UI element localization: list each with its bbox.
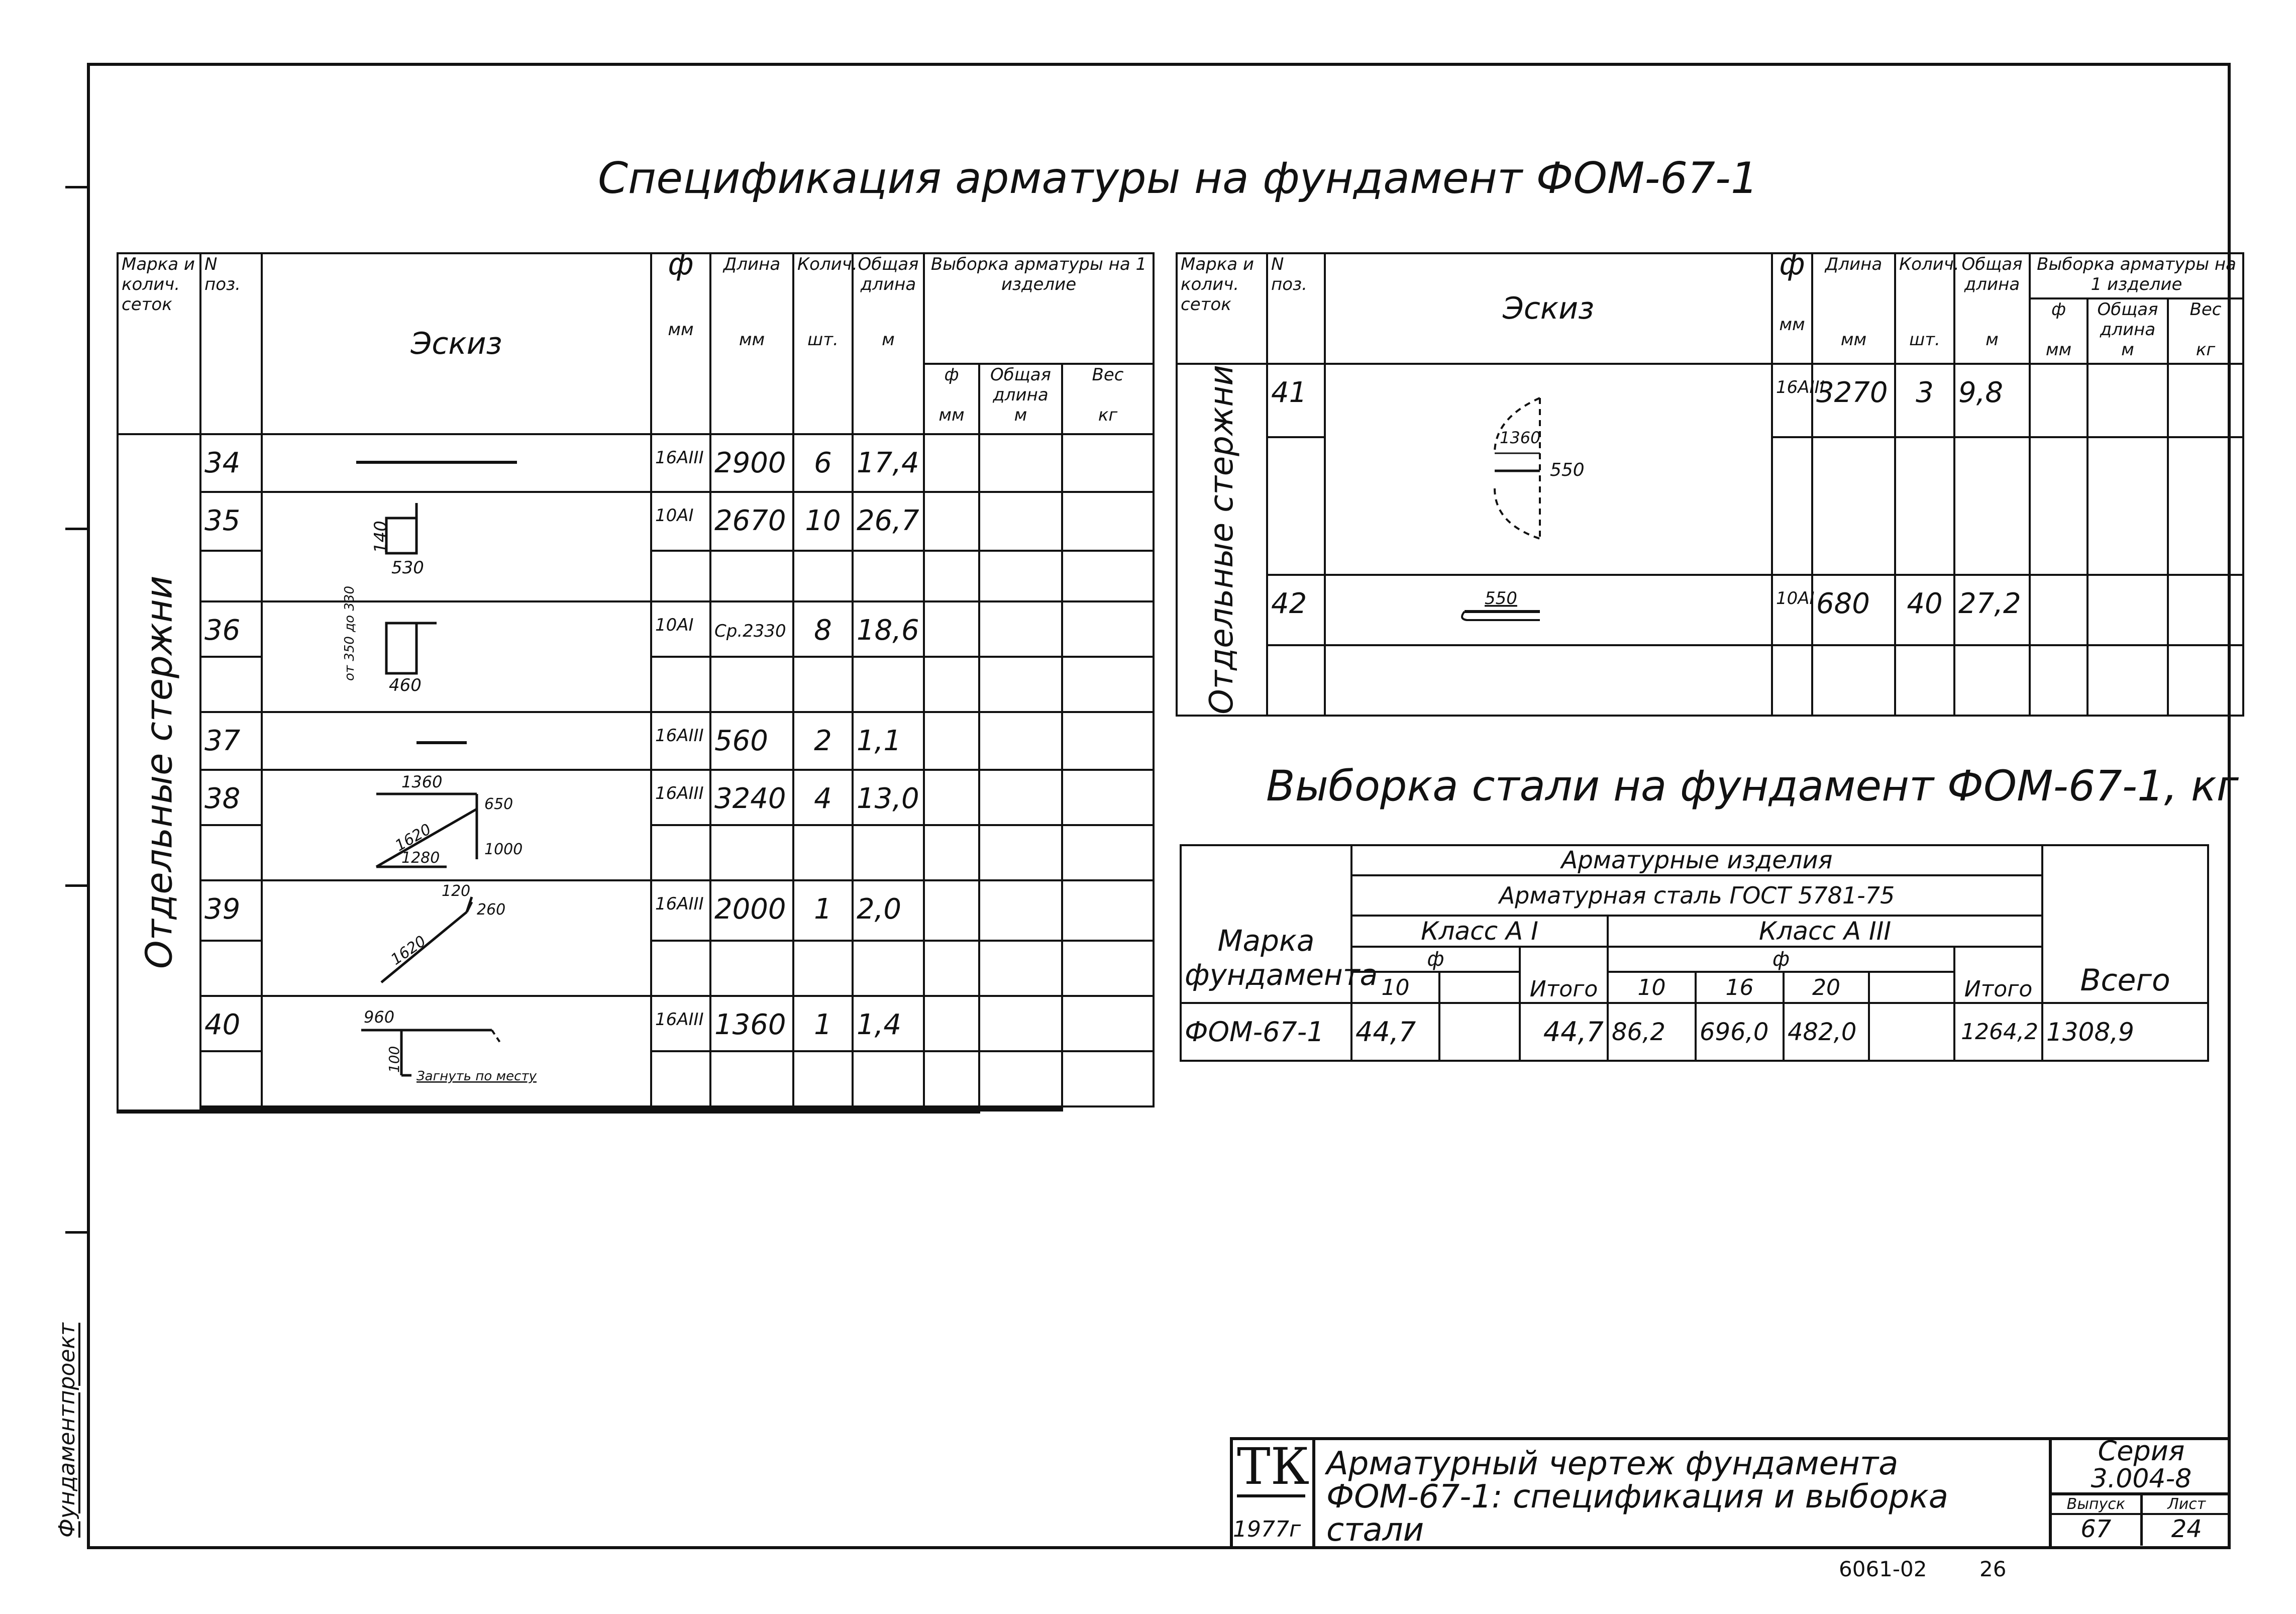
hdr-mark: Марка и колич. сеток [1177, 253, 1267, 364]
phi-cell: 16AIII [651, 880, 710, 941]
mark-cell: ФОМ-67-1 [1181, 1003, 1351, 1061]
hdr-qty: Колич. шт. [1895, 253, 1954, 364]
col-header: 10 [1608, 972, 1696, 1003]
sketch-39 [262, 880, 651, 996]
value-cell: 1264,2 [1954, 1003, 2042, 1061]
value-cell: 1308,9 [2042, 1003, 2208, 1061]
sketch-42 [1325, 575, 1772, 645]
svg-text:550: 550 [1550, 459, 1585, 480]
total-cell: 18,6 [853, 601, 924, 657]
phi-header: ф [1608, 947, 1954, 972]
len-cell: Ср.2330 [710, 601, 793, 657]
hdr-len: Длина мм [710, 253, 793, 434]
logo: ТК [1237, 1439, 1305, 1497]
spec-title: Спецификация арматуры на фундамент ФОМ-67-1 [598, 153, 1758, 204]
steel-header: Арматурная сталь ГОСТ 5781-75 [1351, 875, 2042, 916]
pos-cell: 39 [200, 880, 262, 941]
value-cell: 44,7 [1520, 1003, 1608, 1061]
table-row [118, 434, 1154, 492]
sketch-36 [262, 586, 651, 712]
total-cell: 13,0 [853, 770, 924, 825]
edge-tick [65, 186, 88, 188]
len-cell: 2900 [710, 434, 793, 492]
hdr-pos: N поз. [1267, 253, 1325, 364]
sketch-37 [262, 712, 651, 770]
svg-text:1620: 1620 [387, 932, 430, 969]
value-cell: 44,7 [1351, 1003, 1439, 1061]
table-row [1177, 575, 2243, 645]
pos-cell: 34 [200, 434, 262, 492]
hdr-sel-len: Общая длина м [979, 364, 1062, 434]
total2-header: Итого [1954, 947, 2042, 1003]
total-cell: 27,2 [1954, 575, 2030, 645]
svg-text:530: 530 [391, 558, 424, 578]
grand-header: Всего [2042, 845, 2208, 1003]
phi-cell: 16AIII [651, 712, 710, 770]
value-cell [1439, 1003, 1520, 1061]
svg-text:от 350 до 330: от 350 до 330 [342, 586, 357, 681]
class2-header: Класс А III [1608, 916, 2042, 947]
svg-text:550: 550 [1485, 588, 1517, 609]
qty-cell: 10 [793, 492, 853, 551]
pos-cell: 38 [200, 770, 262, 825]
hdr-phi: ф мм [1772, 253, 1812, 364]
svg-text:100: 100 [386, 1046, 402, 1073]
col-header: 16 [1696, 972, 1784, 1003]
svg-text:650: 650 [484, 795, 513, 813]
sketch-40 [262, 996, 651, 1106]
phi-cell: 16AIII [651, 770, 710, 825]
qty-cell: 2 [793, 712, 853, 770]
hdr-selection: Выборка арматуры на 1 изделие [2030, 253, 2243, 298]
value-cell [1869, 1003, 1954, 1061]
col-header [1439, 972, 1520, 1003]
class1-header: Класс А I [1351, 916, 1608, 947]
len-cell: 3270 [1812, 364, 1895, 437]
year: 1977г [1233, 1517, 1301, 1542]
table-row [118, 880, 1154, 941]
sketch-35 [262, 492, 651, 601]
phi-cell: 10AI [651, 601, 710, 657]
footer-page: 26 [1979, 1557, 2007, 1581]
table-row [1177, 364, 2243, 437]
hdr-selection: Выборка арматуры на 1 изделие [924, 253, 1154, 364]
value-cell: 86,2 [1608, 1003, 1696, 1061]
len-cell: 1360 [710, 996, 793, 1051]
hdr-sketch: Эскиз [262, 253, 651, 434]
table-row [1181, 1003, 2208, 1061]
pos-cell: 37 [200, 712, 262, 770]
hdr-total: Общая длина м [853, 253, 924, 434]
table-row [118, 712, 1154, 770]
len-cell: 560 [710, 712, 793, 770]
total-cell: 1,4 [853, 996, 924, 1051]
svg-text:1360: 1360 [1500, 428, 1541, 447]
svg-text:960: 960 [364, 1007, 395, 1027]
spec-table-right [1176, 247, 2244, 717]
len-cell: 2670 [710, 492, 793, 551]
select-title: Выборка стали на фундамент ФОМ-67-1, кг [1266, 761, 2239, 811]
phi-cell: 10AI [1772, 575, 1812, 645]
edge-tick [65, 1231, 88, 1234]
table-row [118, 601, 1154, 657]
qty-cell: 6 [793, 434, 853, 492]
col-header: 20 [1784, 972, 1869, 1003]
pos-cell: 41 [1267, 364, 1325, 437]
col-header [1869, 972, 1954, 1003]
svg-text:1280: 1280 [401, 849, 440, 867]
pos-cell: 35 [200, 492, 262, 551]
series-box [2049, 1437, 2231, 1549]
svg-text:1360: 1360 [401, 772, 443, 791]
sheet-label: Лист [2143, 1495, 2231, 1515]
sketch-38 [262, 770, 651, 880]
hdr-sketch: Эскиз [1325, 253, 1772, 364]
svg-text:120: 120 [442, 882, 471, 900]
value-cell: 696,0 [1696, 1003, 1784, 1061]
hdr-sel-phi: ф мм [2030, 298, 2088, 364]
qty-cell: 1 [793, 880, 853, 941]
svg-text:460: 460 [389, 675, 422, 695]
series-label: Серия [2098, 1435, 2185, 1467]
edge-tick [65, 528, 88, 530]
hdr-total: Общая длина м [1954, 253, 2030, 364]
table-row [118, 996, 1154, 1051]
group-label: Отдельные стержни [1177, 364, 1267, 716]
steel-selection-table [1180, 844, 2209, 1062]
spec-table-left [117, 247, 1155, 1114]
edge-tick [65, 884, 88, 887]
hdr-sel-weight: Вес кг [2168, 298, 2243, 364]
group-header: Арматурные изделия [1351, 845, 2042, 875]
qty-cell: 3 [1895, 364, 1954, 437]
hdr-len: Длина мм [1812, 253, 1895, 364]
value-cell: 482,0 [1784, 1003, 1869, 1061]
svg-text:1000: 1000 [484, 841, 523, 858]
qty-cell: 1 [793, 996, 853, 1051]
sketch-41 [1325, 364, 1772, 575]
footer-code: 6061-02 [1839, 1557, 1927, 1581]
table-row [118, 770, 1154, 825]
total-cell: 1,1 [853, 712, 924, 770]
pos-cell: 40 [200, 996, 262, 1051]
phi-cell: 16AIII [1772, 364, 1812, 437]
svg-text:Загнуть по месту: Загнуть по месту [416, 1069, 537, 1084]
total-cell: 17,4 [853, 434, 924, 492]
phi-cell: 10AI [651, 492, 710, 551]
hdr-phi: ф мм [651, 253, 710, 434]
hdr-pos: N поз. [200, 253, 262, 434]
left-side-label: Фундаментпроект [54, 1323, 80, 1538]
series-value: 3.004-8 [2052, 1465, 2231, 1495]
qty-cell: 8 [793, 601, 853, 657]
issue-label: Выпуск [2052, 1495, 2140, 1515]
hdr-sel-weight: Вес кг [1062, 364, 1154, 434]
svg-text:260: 260 [477, 901, 506, 919]
len-cell: 2000 [710, 880, 793, 941]
len-cell: 3240 [710, 770, 793, 825]
sheet-value: 24 [2171, 1515, 2202, 1543]
qty-cell: 40 [1895, 575, 1954, 645]
svg-text:140: 140 [371, 521, 391, 553]
hdr-qty: Колич. шт. [793, 253, 853, 434]
issue-value: 67 [2080, 1515, 2112, 1543]
col-header: 10 [1351, 972, 1439, 1003]
mark-header: Марка фундамента [1181, 845, 1351, 1003]
total1-header: Итого [1520, 947, 1608, 1003]
qty-cell: 4 [793, 770, 853, 825]
hdr-sel-phi: ф мм [924, 364, 979, 434]
hdr-mark: Марка и колич. сеток [118, 253, 200, 434]
svg-text:1620: 1620 [392, 820, 435, 855]
table-row [118, 492, 1154, 551]
total-cell: 2,0 [853, 880, 924, 941]
group-label: Отдельные стержни [118, 434, 200, 1111]
total-cell: 9,8 [1954, 364, 2030, 437]
sketch-34 [262, 434, 651, 492]
len-cell: 680 [1812, 575, 1895, 645]
phi-cell: 16AIII [651, 434, 710, 492]
total-cell: 26,7 [853, 492, 924, 551]
phi-cell: 16AIII [651, 996, 710, 1051]
logo-box [1230, 1437, 1315, 1549]
pos-cell: 36 [200, 601, 262, 657]
phi-header: ф [1351, 947, 1520, 972]
hdr-sel-len: Общая длина м [2088, 298, 2168, 364]
drawing-title: Арматурный чертеж фундамента ФОМ-67-1: спецификация и выборка стали [1326, 1445, 1948, 1549]
pos-cell: 42 [1267, 575, 1325, 645]
